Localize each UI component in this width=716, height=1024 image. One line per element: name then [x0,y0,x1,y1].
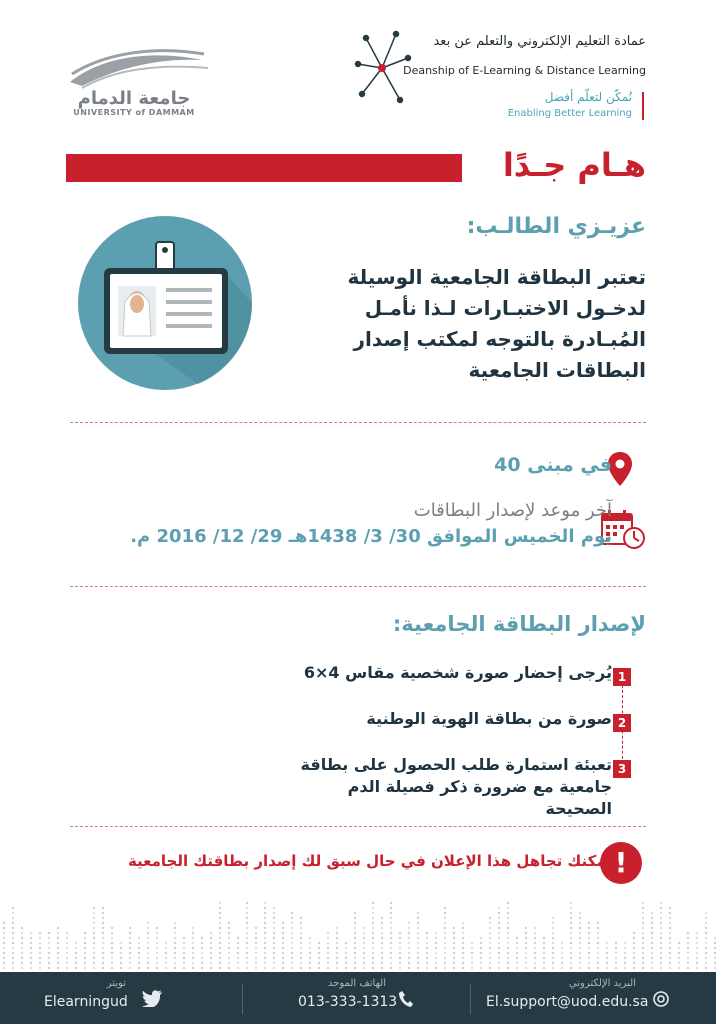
intro-text: تعتبر البطاقة الجامعية الوسيلة لدخـول الاختبـارات لـذا نأمـل المُبـادرة بالتوجه لمكتب إصدار البطاقات الجامعية [347,265,646,382]
dot-pattern [0,890,716,972]
divider [70,826,646,827]
phone-label: الهاتف الموحد [328,978,386,989]
tagline-divider [642,92,644,120]
phone-number[interactable]: 013-333-1313 [298,994,398,1010]
email-address[interactable]: El.support@uod.edu.sa [486,994,649,1010]
phone-icon [398,990,414,1008]
twitter-label: تويتر [106,978,126,989]
email-label: البريد الإلكتروني [568,978,636,989]
location-text: في مبنى 40 [494,454,612,476]
university-name-ar: جامعة الدمام [77,88,191,109]
requirements-title: لإصدار البطاقة الجامعية: [392,612,646,636]
step-number-3: 3 [613,760,631,778]
tagline-ar: نُمكّن لتعلّم أفضل [544,90,632,104]
requirement-item-3: تعبئة استمارة طلب الحصول على بطاقة جامعية مع ضرورة ذكر فصيلة الدم الصحيحة [300,755,612,818]
warning-text: يمكنك تجاهل هذا الإعلان في حال سبق لك إصدار بطاقتك الجامعية [127,852,612,870]
step-number-1: 1 [613,668,631,686]
title-band [66,154,462,182]
exclamation-icon: ! [600,842,642,884]
requirement-item-2: صورة من بطاقة الهوية الوطنية [366,709,612,728]
footer-separator [242,984,243,1014]
university-name-en: UNIVERSITY of DAMMAM [73,108,195,117]
deanship-name-ar: عمادة التعليم الإلكتروني والتعلم عن بعد [433,34,646,49]
step-number-2: 2 [613,714,631,732]
tagline-en: Enabling Better Learning [507,108,632,119]
id-card-icon [78,216,252,390]
requirement-item-1: يُرجى إحضار صورة شخصية مقاس 4×6 [303,663,612,682]
deadline-date: يوم الخميس الموافق 30/ 3/ 1438هـ 29/ 12/ 2016 م. [130,526,612,547]
divider [70,586,646,587]
twitter-icon [142,990,162,1007]
important-title: هـام جـدًا [502,146,646,184]
deadline-label: آخر موعد لإصدار البطاقات [413,500,612,521]
divider [70,422,646,423]
twitter-handle[interactable]: Elearningud [44,994,128,1010]
at-sign-icon [652,990,670,1008]
greeting: عزيـزي الطالـب: [466,214,646,239]
deanship-name-en: Deanship of E-Learning & Distance Learning [403,64,646,77]
footer-separator [470,984,471,1014]
